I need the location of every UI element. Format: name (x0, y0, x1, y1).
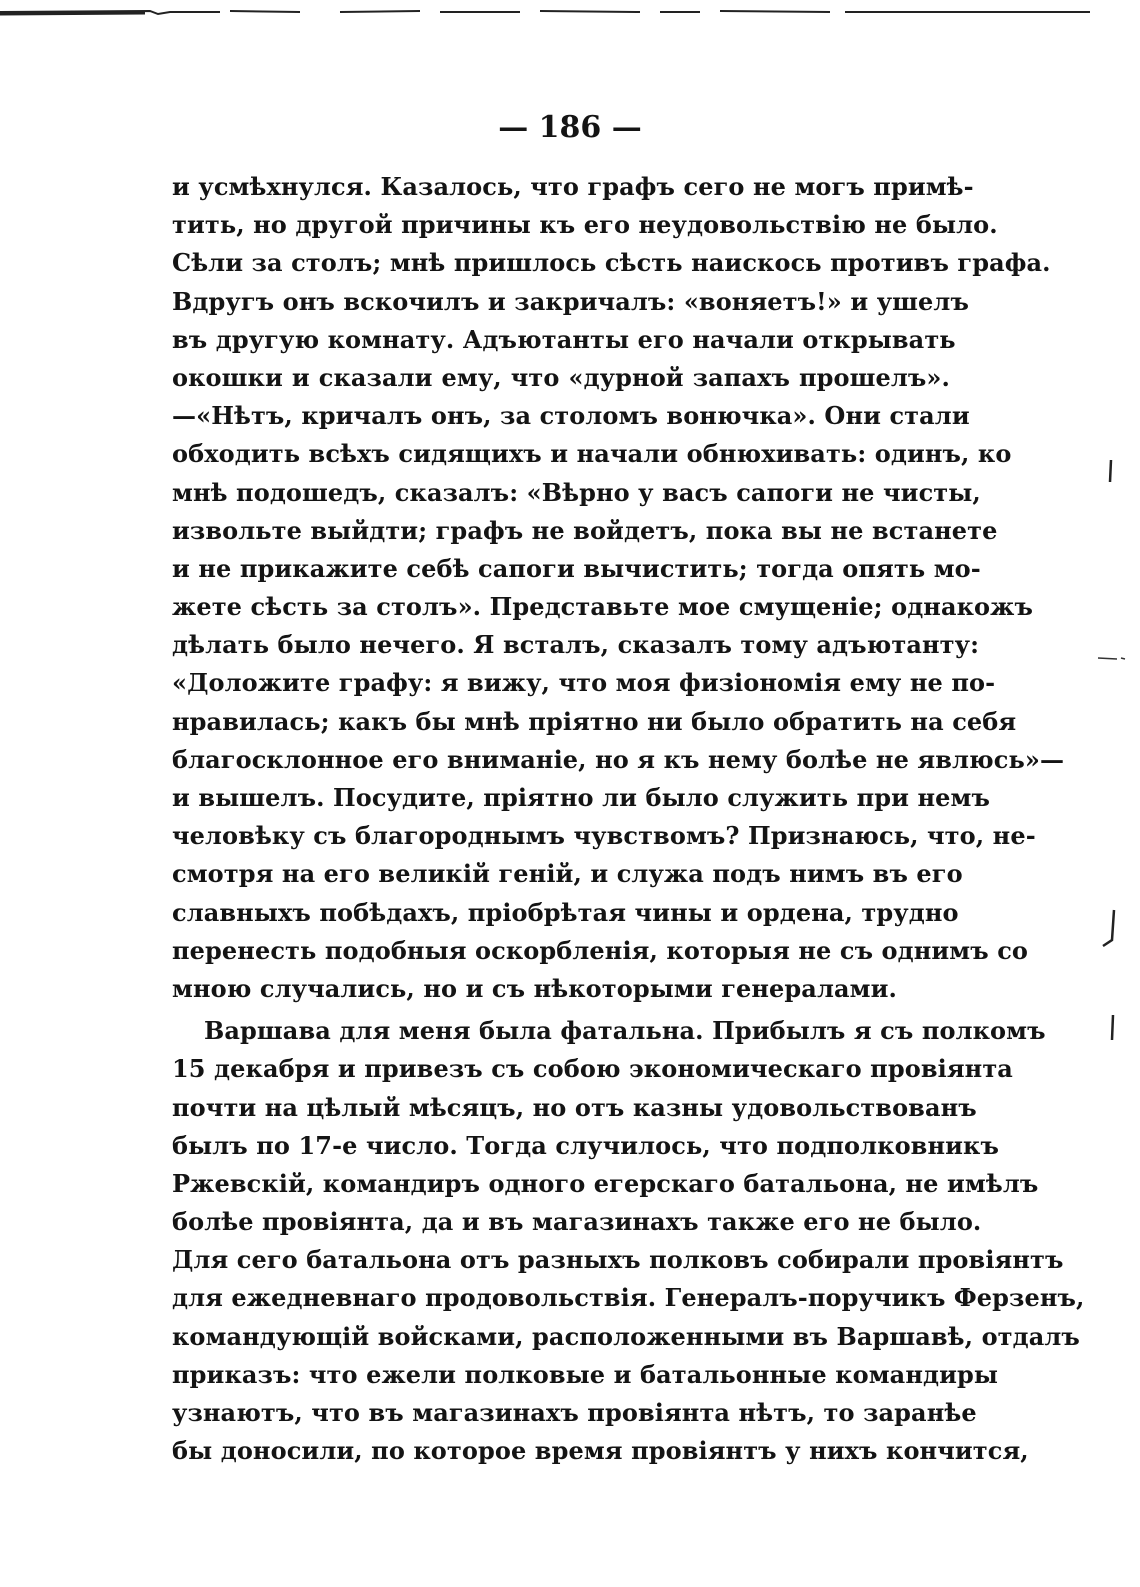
text-line: Для сего батальона отъ разныхъ полковъ собирали провіянтъ (172, 1245, 1064, 1275)
margin-scan-marks (1095, 440, 1140, 1080)
paragraph-1 (172, 168, 1065, 1008)
top-edge-rule (0, 6, 1100, 16)
text-line: и усмѣхнулся. Казалось, что графъ сего не могъ примѣ- (172, 172, 974, 201)
text-line: былъ по 17-е число. Тогда случилось, что подполковникъ (172, 1130, 999, 1160)
text-line: —«Нѣтъ, кричалъ онъ, за столомъ вонючка». Они стали (172, 401, 970, 431)
text-line: нравилась; какъ бы мнѣ пріятно ни было обратить на себя (172, 706, 1017, 736)
text-line: Ржевскій, командиръ одного егерскаго батальона, не имѣлъ (172, 1168, 1039, 1198)
text-line: почти на цѣлый мѣсяцъ, но отъ казны удовольствованъ (172, 1092, 977, 1122)
text-line: мною случались, но и съ нѣкоторыми генералами. (172, 973, 897, 1003)
text-line: перенесть подобныя оскорбленія, которыя не съ однимъ со (172, 935, 1029, 965)
text-line: жете сѣсть за столъ». Представьте мое смущеніе; однакожъ (172, 592, 1033, 622)
text-line: человѣку съ благороднымъ чувствомъ? Признаюсь, что, не- (172, 821, 1036, 851)
text-line: и не прикажите себѣ сапоги вычистить; тогда опять мо- (172, 553, 981, 583)
text-line: благосклонное его вниманіе, но я къ нему болѣе не явлюсь»— (172, 744, 1065, 774)
text-line: обходить всѣхъ сидящихъ и начали обнюхивать: одинъ, ко (172, 439, 1012, 469)
text-line: 15 декабря и привезъ съ собою экономическаго провіянта (172, 1054, 1013, 1084)
text-line: узнаютъ, что въ магазинахъ провіянта нѣтъ, то заранѣе (172, 1398, 977, 1427)
text-line: бы доносили, по которое время провіянтъ у нихъ кончится, (172, 1436, 1029, 1466)
text-line: командующій войсками, расположенными въ Варшавѣ, отдалъ (172, 1321, 1080, 1351)
page-number: — 186 — (498, 110, 642, 145)
text-line: Варшава для меня была фатальна. Прибылъ я съ полкомъ (204, 1016, 1046, 1046)
text-line: и вышелъ. Посудите, пріятно ли было служить при немъ (172, 783, 990, 812)
text-line: дѣлать было нечего. Я всталъ, сказалъ тому адъютанту: (172, 630, 980, 660)
text-line: болѣе провіянта, да и въ магазинахъ также его не было. (172, 1207, 982, 1237)
text-line: Сѣли за столъ; мнѣ пришлось сѣсть наискось противъ графа. (172, 248, 1051, 278)
text-line: Вдругъ онъ вскочилъ и закричалъ: «воняетъ!» и ушелъ (172, 286, 969, 316)
text-line: извольте выйдти; графъ не войдетъ, пока вы не встанете (172, 515, 998, 545)
text-line: смотря на его великій геній, и служа подъ нимъ въ его (172, 859, 963, 889)
paragraph-2 (172, 1012, 1085, 1470)
text-line: въ другую комнату. Адъютанты его начали открывать (172, 324, 956, 354)
text-line: тить, но другой причины къ его неудовольствію не было. (172, 210, 998, 240)
text-line: окошки и сказали ему, что «дурной запахъ прошелъ». (172, 362, 950, 392)
page-body (172, 168, 1085, 1470)
text-line: для ежедневнаго продовольствія. Генералъ-поручикъ Ферзенъ, (172, 1283, 1085, 1313)
text-line: славныхъ побѣдахъ, пріобрѣтая чины и ордена, трудно (172, 897, 959, 927)
text-line: «Доложите графу: я вижу, что моя физіономія ему не по- (172, 668, 996, 698)
text-line: приказъ: что ежели полковые и батальонные командиры (172, 1359, 999, 1389)
text-line: мнѣ подошедъ, сказалъ: «Вѣрно у васъ сапоги не чисты, (172, 477, 981, 507)
